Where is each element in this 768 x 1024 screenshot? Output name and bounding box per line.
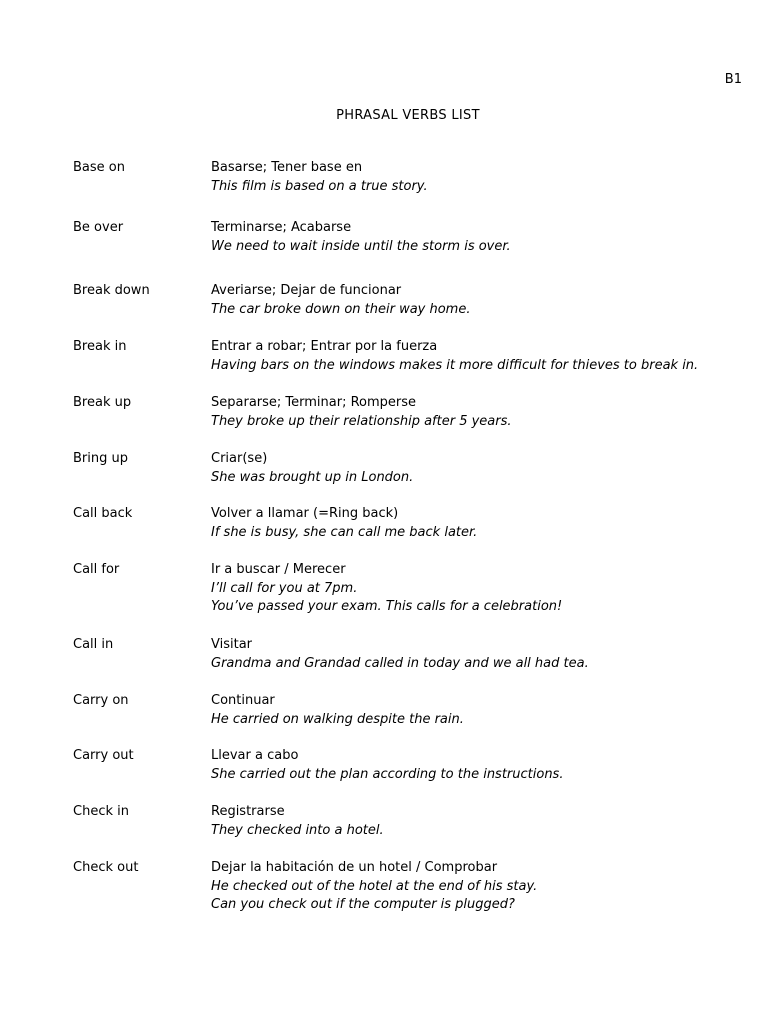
phrasal-verb: Break in: [73, 339, 127, 354]
example-sentence: They broke up their relationship after 5 years.: [211, 413, 512, 429]
list-item: [73, 747, 753, 803]
phrasal-verb: Check in: [73, 804, 129, 819]
spanish-meaning: Terminarse; Acabarse: [211, 220, 352, 235]
example-sentence: He checked out of the hotel at the end of his stay.: [211, 878, 538, 894]
spanish-meaning: Volver a llamar (=Ring back): [211, 506, 399, 521]
list-item: [73, 636, 753, 692]
list-item: [73, 505, 753, 561]
phrasal-verb: Base on: [73, 160, 125, 175]
phrasal-verb: Break down: [73, 283, 150, 298]
example-sentence: She was brought up in London.: [211, 469, 414, 485]
phrasal-verb: Call for: [73, 562, 120, 577]
example-sentence: He carried on walking despite the rain.: [211, 711, 464, 727]
example-sentence: We need to wait inside until the storm is over.: [211, 238, 511, 254]
phrasal-verb: Bring up: [73, 451, 128, 466]
phrasal-verb: Carry out: [73, 748, 134, 763]
phrasal-verb: Carry on: [73, 693, 129, 708]
phrasal-verb: Break up: [73, 395, 132, 410]
example-sentence: Grandma and Grandad called in today and we all had tea.: [211, 655, 589, 671]
example-sentence: They checked into a hotel.: [211, 822, 384, 838]
spanish-meaning: Criar(se): [211, 451, 268, 466]
list-item: [73, 859, 753, 919]
example-sentence: This film is based on a true story.: [211, 178, 428, 194]
list-item: [73, 219, 753, 282]
list-item: [73, 450, 753, 505]
phrasal-verb: Call back: [73, 506, 133, 521]
list-item: [73, 692, 753, 747]
example-sentence: Having bars on the windows makes it more difficult for thieves to break in.: [211, 357, 699, 373]
list-item: [73, 159, 753, 219]
example-sentence: If she is busy, she can call me back later.: [211, 524, 478, 540]
example-sentence: You’ve passed your exam. This calls for a celebration!: [211, 599, 563, 614]
example-sentence: I’ll call for you at 7pm.: [211, 580, 358, 596]
spanish-meaning: Dejar la habitación de un hotel / Comprobar: [211, 860, 498, 875]
list-item: [73, 282, 753, 338]
spanish-meaning: Averiarse; Dejar de funcionar: [211, 283, 402, 298]
spanish-meaning: Visitar: [211, 637, 253, 652]
page-level-label: B1: [724, 72, 742, 87]
phrasal-verbs-list: [73, 159, 753, 919]
list-item: [73, 338, 753, 394]
spanish-meaning: Separarse; Terminar; Romperse: [211, 395, 417, 410]
example-sentence: She carried out the plan according to the instructions.: [211, 766, 564, 782]
phrasal-verb: Call in: [73, 637, 114, 652]
spanish-meaning: Registrarse: [211, 804, 285, 819]
list-item: [73, 803, 753, 859]
phrasal-verb: Be over: [73, 220, 124, 235]
example-sentence: Can you check out if the computer is plugged?: [211, 897, 515, 912]
spanish-meaning: Basarse; Tener base en: [211, 160, 363, 175]
example-sentence: The car broke down on their way home.: [211, 301, 471, 317]
list-item: [73, 561, 753, 636]
spanish-meaning: Llevar a cabo: [211, 748, 299, 763]
spanish-meaning: Ir a buscar / Merecer: [211, 562, 346, 577]
list-item: [73, 394, 753, 450]
phrasal-verb: Check out: [73, 860, 139, 875]
spanish-meaning: Continuar: [211, 693, 275, 708]
page-title: PHRASAL VERBS LIST: [336, 108, 480, 123]
spanish-meaning: Entrar a robar; Entrar por la fuerza: [211, 339, 438, 354]
